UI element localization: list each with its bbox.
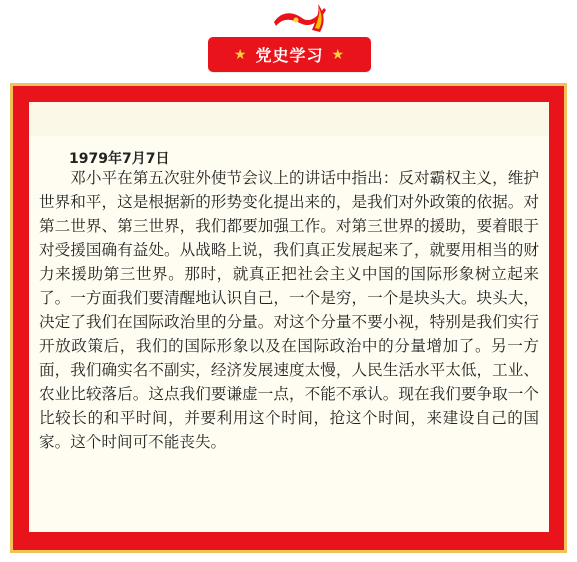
panel-top-band (29, 102, 549, 136)
star-icon: ★ (233, 46, 248, 63)
article-body: 邓小平在第五次驻外使节会议上的讲话中指出：反对霸权主义，维护世界和平，这是根据新的形势变化提出来的，是我们对外政策的依据。对第二世界、第三世界，我们都要加强工作。对第三世界的援助，要着眼于对受援国确有益处。从战略上说，我们真正发展起来了，就要用相当的财力来援助第三世界。那时，就真正把社会主义中国的国际形象树立起来了。一方面我们要清醒地认识自己，一个是穷，一个是块头大。块头大，决定了我们在国际政治里的分量。对这个分量不要小视，特别是我们实行开放政策后，我们的国际形象以及在国际政治中的分量增加了。另一方面，我们确实名不副实，经济发展速度太慢，人民生活水平太低，工业、农业比较落后。这点我们要谦虚一点，不能不承认。现在我们要争取一个比较长的和平时间，并要利用这个时间，抢这个时间，来建设自己的国家。这个时间可不能丧失。 (39, 169, 539, 451)
flag-emblem-icon (268, 2, 332, 36)
star-icon: ★ (331, 46, 346, 63)
header-banner (208, 37, 371, 72)
header-title: 党史学习 (255, 46, 324, 65)
article-date: 1979年7月7日 (69, 151, 170, 167)
content-panel (29, 102, 549, 532)
